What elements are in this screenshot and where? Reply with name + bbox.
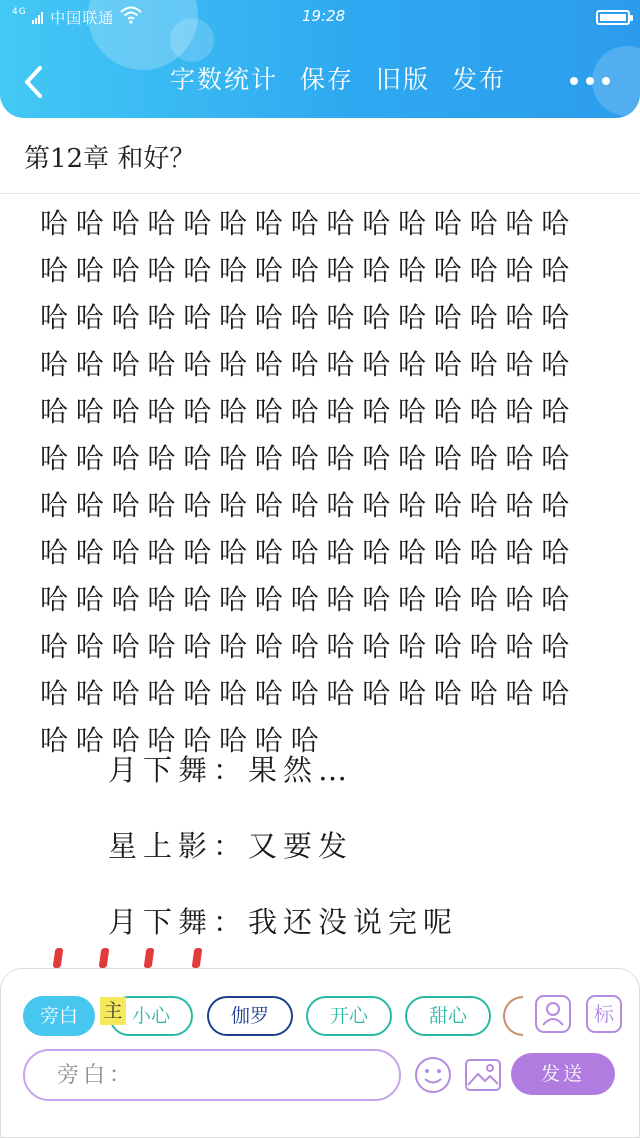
character-avatar-icon[interactable] [535, 995, 571, 1033]
emoji-icon[interactable] [413, 1055, 453, 1095]
role-chip[interactable]: 甜心 [405, 996, 491, 1036]
role-chip[interactable]: 开心 [306, 996, 392, 1036]
send-button[interactable]: 发送 [511, 1053, 615, 1095]
carrier-name: 中国联通 [50, 9, 115, 27]
chapter-title: 第12章 和好？ [0, 118, 640, 194]
role-chip[interactable]: 小心 [109, 996, 193, 1036]
toolbar-actions [170, 60, 506, 96]
dialogue-line: 月下舞：我还没说完呢 [108, 905, 459, 939]
back-icon[interactable] [18, 62, 50, 102]
save-button[interactable]: 保存 [300, 65, 355, 94]
more-roles-chip[interactable] [503, 996, 523, 1036]
chapter-content [40, 200, 610, 764]
message-input[interactable] [57, 1051, 399, 1099]
tag-button[interactable]: 标 [586, 995, 622, 1033]
narration-paragraph: 哈哈哈哈哈哈哈哈哈哈哈哈哈哈哈哈哈哈哈哈哈哈哈哈哈哈哈哈哈哈哈哈哈哈哈哈哈哈哈哈哈哈哈哈哈哈哈哈哈哈哈哈哈哈哈哈哈哈哈哈哈哈哈哈哈哈哈哈哈哈哈哈哈哈哈哈哈哈哈哈哈哈哈哈哈哈哈哈哈哈哈哈哈哈哈哈哈哈哈哈哈哈哈哈哈哈哈哈哈哈哈哈哈哈哈哈哈哈哈哈哈哈哈哈哈哈哈哈哈哈哈哈哈哈哈哈哈哈哈哈哈哈哈哈哈哈哈哈哈哈哈哈哈哈哈哈哈哈哈哈哈哈哈哈哈哈哈哈哈哈哈哈哈 [40, 207, 578, 757]
role-narration-chip[interactable]: 旁白 [23, 996, 95, 1036]
top-bar [0, 0, 640, 118]
publish-button[interactable]: 发布 [452, 65, 507, 94]
word-count-button[interactable]: 字数统计 [170, 65, 279, 94]
signal-icon [32, 10, 44, 22]
image-icon[interactable] [463, 1055, 503, 1095]
dialogue-line: 月下舞：果然… [108, 753, 354, 787]
status-bar [0, 4, 640, 30]
message-input-wrapper [23, 1049, 401, 1101]
wifi-icon [120, 6, 142, 28]
old-version-button[interactable]: 旧版 [376, 65, 431, 94]
status-time: 19:28 [302, 7, 346, 25]
dialogue-line: 星上影：又要发 [108, 829, 354, 863]
main-character-tag: 主 [100, 997, 126, 1025]
red-underline-marks [48, 948, 218, 968]
battery-icon [596, 10, 630, 25]
role-chip[interactable]: 伽罗 [207, 996, 293, 1036]
signal-label: 4G [12, 7, 27, 17]
composer-panel [0, 968, 640, 1138]
more-icon[interactable] [568, 60, 612, 100]
carrier-label [12, 7, 114, 28]
